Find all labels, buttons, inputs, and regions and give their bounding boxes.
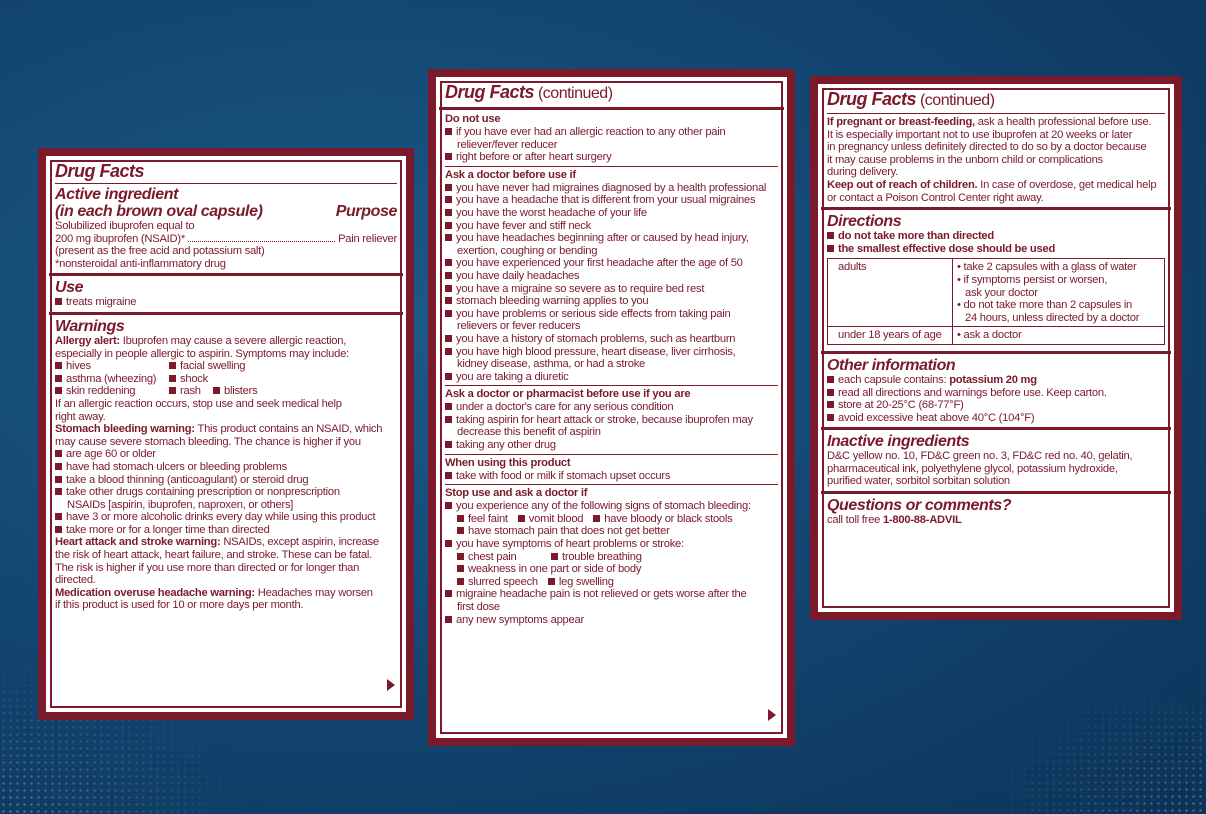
list-item: read all directions and warnings before use. Keep carton.: [827, 387, 1165, 400]
list-item: migraine headache pain is not relieved or gets worse after the: [445, 588, 778, 601]
list-item: you have daily headaches: [445, 270, 778, 283]
list-item: you have a migraine so severe as to require bed rest: [445, 283, 778, 296]
sign-row: weakness in one part or side of body: [445, 563, 778, 576]
table-cell: adults: [828, 259, 953, 327]
ingredient-line: (present as the free acid and potassium salt): [55, 245, 265, 258]
allergy-alert-label: Allergy alert:: [55, 334, 120, 347]
drug-facts-panel-3: Drug Facts (continued) If pregnant or breast-feeding, ask a health professional before use. It is especially important not to use ibuprofen at 20 weeks or later in pregnancy unless definitely directed to do so by a doctor because it may cause problems in the unborn child or complications during delivery. Keep out of reach of children. In case of overdose, get medical help or contact a Poison Control Center right away. Directions do not take more than directed the smallest effective dose should be used adults • take 2 capsules with a glass of water • if symptoms persist or worsen, ask your doctor • do not take more than 2 capsules in 24 hours, unless directed by a doctor under 18 years of age • ask a doctor Other information each capsule contains: potassium 20 mg read all directions and warnings before use. Keep carton. store at 20-25°C (68-77°F) avoid excessive heat above 40°C (104°F) Inactive ingredients D&C yellow no. 10, FD&C green no. 3, FD&C red no. 40, gelatin, pharmaceutical ink, polyethylene glycol, potassium hydroxide, purified water, sorbitol sorbitan solution Questions or comments? call toll free 1-800-88-ADVIL: [810, 76, 1182, 620]
stop-use-heading: Stop use and ask a doctor if: [445, 487, 588, 500]
stomach-warning-label: Stomach bleeding warning:: [55, 423, 195, 436]
list-item: any new symptoms appear: [445, 614, 778, 627]
list-item: are age 60 or older: [55, 448, 397, 461]
purpose-heading: Purpose: [335, 203, 397, 220]
table-cell: under 18 years of age: [828, 327, 953, 345]
table-row: [828, 327, 1165, 345]
pregnancy-label: If pregnant or breast-feeding,: [827, 116, 975, 128]
list-item: under a doctor's care for any serious condition: [445, 401, 778, 414]
list-item: you have high blood pressure, heart disease, liver cirrhosis,: [445, 346, 778, 359]
list-item: you have the worst headache of your life: [445, 207, 778, 220]
medication-overuse-label: Medication overuse headache warning:: [55, 586, 255, 599]
sign-row: have stomach pain that does not get better: [445, 525, 778, 538]
continue-arrow-icon: [768, 709, 776, 721]
panel-title: Drug Facts: [55, 161, 145, 181]
list-item: avoid excessive heat above 40°C (104°F): [827, 412, 1165, 425]
directions-table: [827, 258, 1165, 345]
list-item: you have fever and stiff neck: [445, 220, 778, 233]
drug-facts-panel-2: [428, 69, 795, 746]
use-heading: Use: [55, 279, 84, 297]
heart-warning-label: Heart attack and stroke warning:: [55, 536, 221, 549]
ingredient-footnote: *nonsteroidal anti-inflammatory drug: [55, 257, 226, 270]
list-item: do not take more than directed: [827, 230, 1165, 243]
list-item: take with food or milk if stomach upset occurs: [445, 470, 778, 483]
ingredient-line: 200 mg ibuprofen (NSAID)*: [55, 232, 185, 245]
list-item: kidney disease, asthma, or had a stroke: [457, 358, 646, 371]
table-cell: • take 2 capsules with a glass of water • if symptoms persist or worsen, ask your doctor • do not take more than 2 capsules in 24 hours, unless directed by a doctor: [953, 259, 1165, 327]
directions-heading: Directions: [827, 213, 902, 231]
list-item: you have symptoms of heart problems or stroke:: [445, 538, 778, 551]
purpose-value: Pain reliever: [338, 232, 397, 245]
list-item: you have a history of stomach problems, such as heartburn: [445, 333, 778, 346]
list-item: take a blood thinning (anticoagulant) or steroid drug: [55, 474, 397, 487]
decorative-dots-right: [966, 674, 1206, 814]
ingredient-line: Solubilized ibuprofen equal to: [55, 220, 195, 232]
list-item: the smallest effective dose should be used: [827, 243, 1165, 256]
symptom-row: asthma (wheezing) shock: [55, 373, 397, 386]
list-item: stomach bleeding warning applies to you: [445, 295, 778, 308]
list-item: you have a headache that is different from your usual migraines: [445, 194, 778, 207]
sign-row: chest pain trouble breathing: [445, 551, 778, 564]
list-item: taking any other drug: [445, 439, 778, 452]
symptom-row: skin reddening rash blisters: [55, 385, 397, 398]
when-using-heading: When using this product: [445, 456, 571, 469]
list-item: have 3 or more alcoholic drinks every day while using this product: [55, 511, 397, 524]
other-information-heading: Other information: [827, 356, 956, 374]
list-item: reliever/fever reducer: [457, 138, 558, 151]
list-item: right before or after heart surgery: [445, 151, 778, 164]
list-item: relievers or fever reducers: [457, 320, 581, 333]
continue-arrow-icon: [387, 679, 395, 691]
table-cell: • ask a doctor: [953, 327, 1165, 345]
list-item: if you have ever had an allergic reaction to any other pain: [445, 126, 778, 139]
active-ingredient-heading: Active ingredient: [55, 186, 179, 203]
panel-title: Drug Facts (continued): [827, 89, 995, 109]
keep-out-label: Keep out of reach of children.: [827, 178, 978, 191]
list-item: exertion, coughing or bending: [457, 244, 598, 257]
list-item: take other drugs containing prescription or nonprescription: [55, 486, 397, 499]
list-item: you have experienced your first headache after the age of 50: [445, 257, 778, 270]
list-item: have had stomach ulcers or bleeding problems: [55, 461, 397, 474]
list-item: you have never had migraines diagnosed by a health professional: [445, 182, 778, 195]
symptom-row: hives facial swelling: [55, 360, 397, 373]
do-not-use-heading: Do not use: [445, 113, 501, 125]
list-item: store at 20-25°C (68-77°F): [827, 399, 1165, 412]
list-item: take more or for a longer time than directed: [55, 524, 397, 537]
inactive-ingredients-heading: Inactive ingredients: [827, 433, 970, 451]
list-item: taking aspirin for heart attack or stroke, because ibuprofen may: [445, 414, 778, 427]
warnings-heading: Warnings: [55, 317, 125, 335]
list-item: you have problems or serious side effects from taking pain: [445, 308, 778, 321]
phone-number: 1-800-88-ADVIL: [882, 514, 962, 527]
list-item: each capsule contains: potassium 20 mg: [827, 374, 1165, 387]
sign-row: slurred speech leg swelling: [445, 576, 778, 589]
list-item: NSAIDs [aspirin, ibuprofen, naproxen, or others]: [67, 498, 294, 511]
questions-heading: Questions or comments?: [827, 497, 1012, 515]
active-ingredient-subheading: (in each brown oval capsule): [55, 203, 263, 220]
panel-title: Drug Facts (continued): [445, 82, 613, 102]
use-item: treats migraine: [66, 296, 137, 309]
list-item: first dose: [457, 601, 500, 613]
list-item: you have headaches beginning after or caused by head injury,: [445, 232, 778, 245]
drug-facts-panel-1: Drug Facts Active ingredient (in each brown oval capsule) Purpose Solubilized ibuprofen equal to 200 mg ibuprofen (NSAID)* Pain reliever (present as the free acid and potassium salt) *nonsteroidal anti-inflammatory drug Use treats migraine Warnings Allergy alert: Ibuprofen may cause a severe allergic reaction, especially in people allergic to aspirin. Symptoms may include: hives facial swelling asthma (wheezing) shock skin reddening rash blisters If an allergic reaction occurs, stop use and seek medical help right away. Stomach bleeding warning: This product contains an NSAID, which may cause severe stomach bleeding. The chance is higher if you are age 60 or older have had stomach ulcers or bleeding problems take a blood thinning (anticoagulant) or steroid drug take other drugs containing prescription or nonprescription NSAIDs [aspirin, ibuprofen, naproxen, or others] have 3 or more alcoholic drinks every day while using this product take more or for a longer time than directed Heart attack and stroke warning: NSAIDs, except aspirin, increase the risk of heart attack, heart failure, and stroke. These can be fatal. The risk is higher if you use more than directed or for longer than directed. Medication overuse headache warning: Headaches may worsen if this product is used for 10 or more days per month.: [38, 148, 414, 720]
ask-pharmacist-heading: Ask a doctor or pharmacist before use if you are: [445, 388, 691, 401]
ask-doctor-heading: Ask a doctor before use if: [445, 168, 576, 181]
table-row: [828, 259, 1165, 327]
list-item: decrease this benefit of aspirin: [457, 426, 601, 439]
sign-row: feel faint vomit blood have bloody or black stools: [445, 513, 778, 526]
list-item: you experience any of the following signs of stomach bleeding:: [445, 500, 778, 513]
list-item: you are taking a diuretic: [445, 371, 778, 384]
